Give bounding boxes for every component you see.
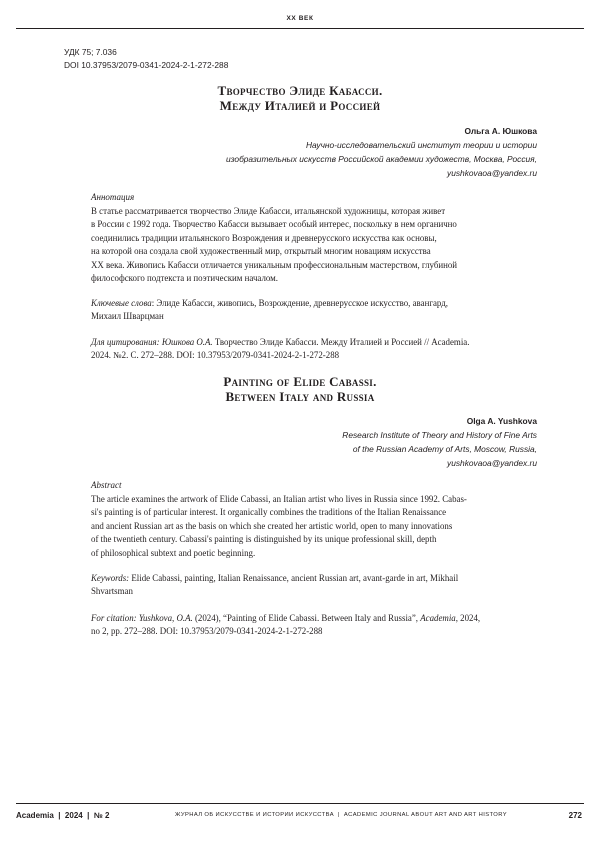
ru-author-name: Ольга А. Юшкова bbox=[464, 126, 537, 136]
en-affiliation-line: Research Institute of Theory and History of Fine Arts bbox=[342, 430, 537, 440]
en-abstract-line: and ancient Russian art as the basis on which she created her artistic world, open to many innovations bbox=[91, 520, 453, 531]
en-keywords bbox=[91, 572, 527, 599]
en-author-name: Olga A. Yushkova bbox=[466, 416, 537, 426]
ru-abstract-line: XX века. Живопись Кабасси отличается уникальным профессиональным мастерством, глубиной bbox=[91, 259, 458, 270]
ru-citation-text: 2024. №2. С. 272–288. DOI: 10.37953/2079-0341-2024-2-1-272-288 bbox=[91, 350, 340, 361]
en-citation-text: (2024), “Painting of Elide Cabassi. Between Italy and Russia”, bbox=[192, 613, 421, 623]
en-abstract-line: of philosophical subtext and poetic beginning. bbox=[91, 547, 256, 558]
en-title-line: Painting of Elide Cabassi. bbox=[223, 374, 377, 389]
footer-rule bbox=[16, 803, 584, 804]
page-number: 272 bbox=[568, 811, 582, 820]
doi: DOI 10.37953/2079-0341-2024-2-1-272-288 bbox=[64, 60, 229, 70]
en-citation-text: , 2024, bbox=[455, 613, 481, 623]
en-title-line: Between Italy and Russia bbox=[225, 389, 375, 404]
article-meta bbox=[64, 46, 228, 72]
en-citation bbox=[91, 612, 527, 639]
ru-title-line: Творчество Элиде Кабасси. bbox=[217, 83, 383, 98]
en-abstract-line: The article examines the artwork of Elide Cabassi, an Italian artist who lives in Russia since 1992. Cabas- bbox=[91, 494, 467, 504]
ru-abstract bbox=[91, 205, 527, 285]
en-citation-text: no 2, pp. 272–288. DOI: 10.37953/2079-0341-2024-2-1-272-288 bbox=[91, 626, 323, 637]
en-citation-journal: Academia bbox=[420, 613, 456, 623]
en-citation-label: For citation: Yushkova, O.A. bbox=[91, 613, 193, 623]
en-abstract bbox=[91, 493, 527, 560]
en-keywords-text: Elide Cabassi, painting, Italian Renaissance, ancient Russian art, avant-garde in art, Mikhail bbox=[129, 573, 459, 583]
en-abstract-line: of the twentieth century. Cabassi's painting is distinguished by its unique professional skill, depth bbox=[91, 534, 437, 545]
ru-abstract-line: соединились традиции итальянского Возрождения и древнерусского искусства как основы, bbox=[91, 232, 437, 243]
ru-abstract-line: В статье рассматривается творчество Элиде Кабасси, итальянской художницы, которая живет bbox=[91, 206, 446, 216]
ru-abstract-line: философского подтекста и поэтическим началом. bbox=[91, 273, 278, 284]
ru-abstract-line: на которой она создала свой художественный мир, открытый многим новациям искусства bbox=[91, 246, 431, 257]
ru-keywords-label: Ключевые слова bbox=[91, 298, 152, 308]
ru-affiliation-line: Научно-исследовательский институт теории и истории bbox=[305, 140, 537, 150]
ru-citation-label: Для цитирования: bbox=[91, 337, 160, 347]
ru-affiliation-line: изобразительных искусств Российской академии художеств, Москва, Россия, bbox=[225, 154, 537, 164]
en-title bbox=[0, 374, 600, 404]
en-keywords-label: Keywords: bbox=[91, 573, 130, 583]
ru-keywords-text: Михаил Шварцман bbox=[91, 311, 164, 322]
en-keywords-text: Shvartsman bbox=[91, 586, 133, 597]
en-abstract-line: si's painting is of particular interest. It organically combines the traditions of the Italian Renaissance bbox=[91, 507, 447, 518]
ru-author-block bbox=[226, 124, 537, 180]
en-abstract-label: Abstract bbox=[91, 480, 122, 490]
ru-abstract-label: Аннотация bbox=[91, 192, 135, 202]
ru-citation-text: Творчество Элиде Кабасси. Между Италией и Россией // Academia. bbox=[212, 337, 470, 347]
ru-keywords bbox=[91, 297, 527, 324]
ru-citation-author: Юшкова О.А. bbox=[161, 337, 213, 347]
running-header: XX ВЕК bbox=[286, 15, 314, 22]
ru-citation bbox=[91, 336, 527, 363]
udc-code: УДК 75; 7.036 bbox=[64, 47, 117, 57]
ru-keywords-text: : Элиде Кабасси, живопись, Возрождение, древнерусское искусство, авангард, bbox=[151, 298, 448, 308]
en-author-block bbox=[342, 414, 537, 470]
ru-title bbox=[0, 83, 600, 113]
ru-title-line: Между Италией и Россией bbox=[219, 98, 381, 113]
en-author-email[interactable]: yushkovaoa@yandex.ru bbox=[447, 458, 537, 468]
ru-abstract-line: в России с 1992 года. Творчество Кабасси вызывает особый интерес, поскольку в нем органично bbox=[91, 219, 457, 230]
footer-journal-name: ЖУРНАЛ ОБ ИСКУССТВЕ И ИСТОРИИ ИСКУССТВА | ACADEMIC JOURNAL ABOUT ART AND ART HISTORY bbox=[175, 812, 507, 818]
footer-journal-issue: Academia | 2024 | № 2 bbox=[16, 811, 110, 820]
ru-author-email[interactable]: yushkovaoa@yandex.ru bbox=[447, 168, 537, 178]
header-rule bbox=[16, 28, 584, 29]
en-affiliation-line: of the Russian Academy of Arts, Moscow, Russia, bbox=[352, 444, 537, 454]
